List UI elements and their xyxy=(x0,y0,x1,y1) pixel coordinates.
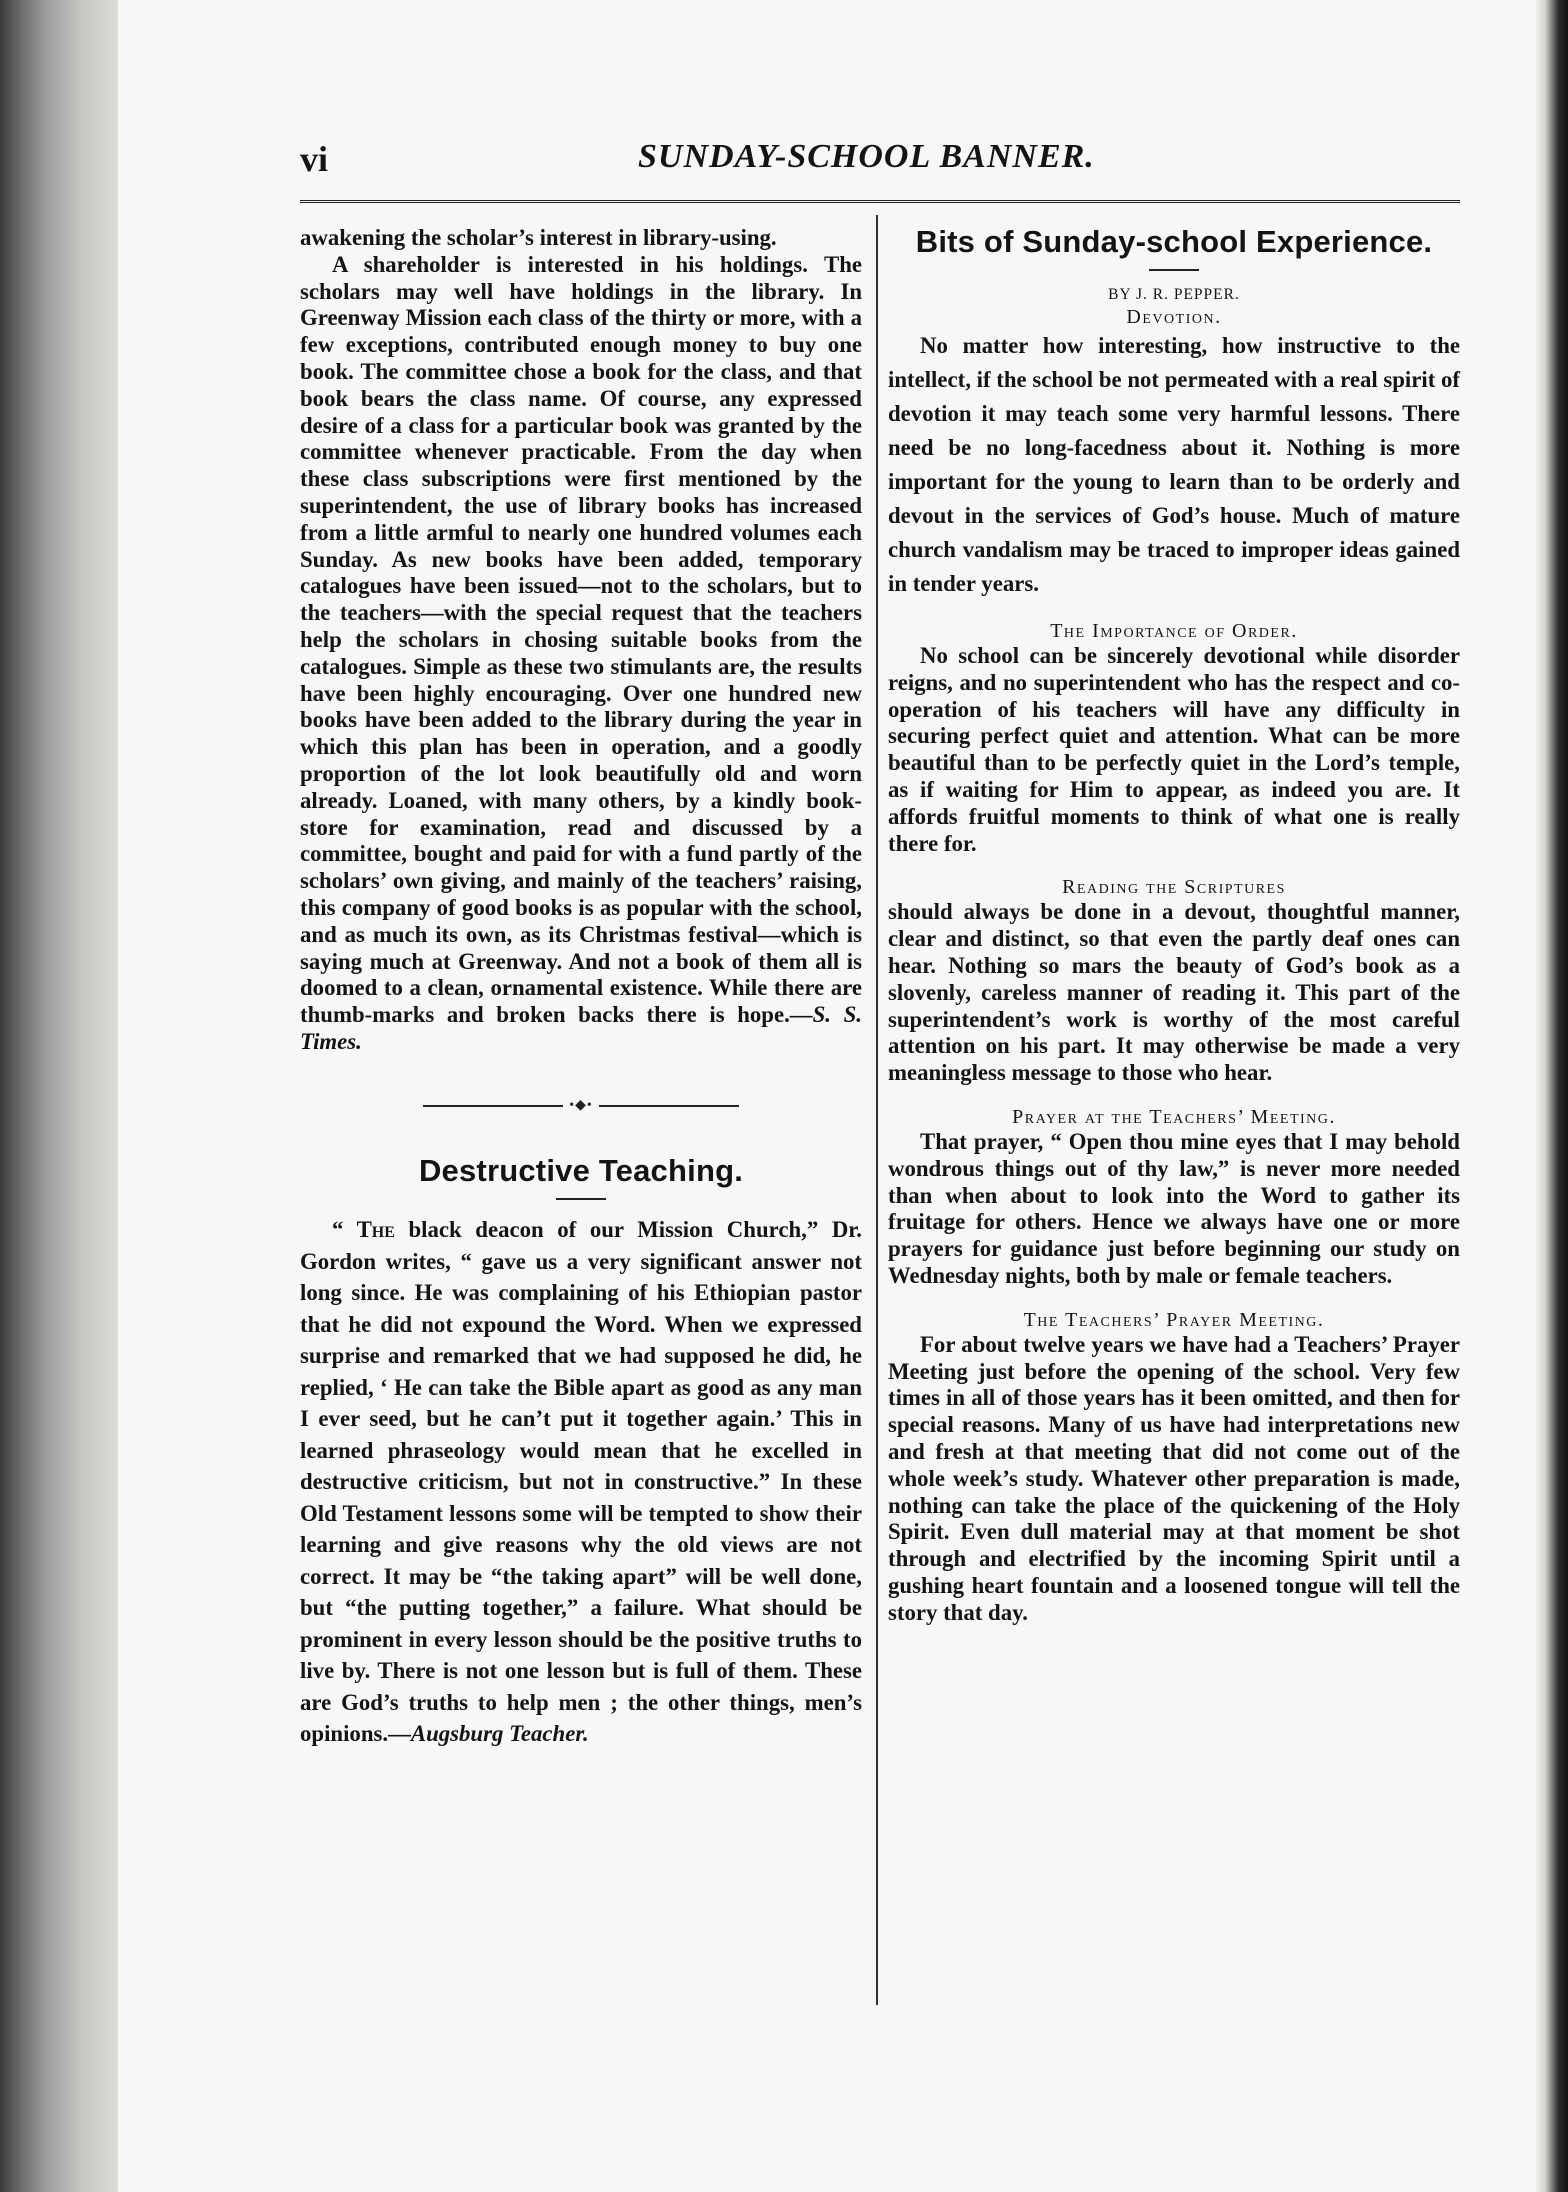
title-rule xyxy=(556,1198,606,1200)
article-title: Destructive Teaching. xyxy=(418,1153,744,1189)
ornament-rule xyxy=(423,1105,563,1107)
section-ornament xyxy=(300,1096,862,1116)
book-spine-shadow xyxy=(0,0,118,2192)
header-rule xyxy=(300,200,1460,203)
continued-paragraph: awakening the scholar’s interest in library-using. xyxy=(300,225,777,250)
byline: BY J. R. PEPPER. xyxy=(1108,286,1240,303)
paragraph-text: A shareholder is interested in his holdings. The scholars may well have holdings in the library. In Greenway Mission each class of the thirty or more, with a few exceptions, contributed enough money to buy one book. The committee chose a book for the class, and that book bears the class name. Of course, any expressed desire of a class for a particular book was granted by the committee whenever practicable. From the day when these class subscriptions were first mentioned by the superintendent, the use of library books has increased from a little armful to nearly one hundred volumes each Sunday. As new books have been added, temporary catalogues have been issued—not to the scholars, but to the teachers—with the special request that the teachers help the scholars in chosing suitable books from the catalogues. Simple as these two stimulants are, the results have been highly encouraging. Over one hundred new books have been added to the library during the year in which this plan has been in operation, and a goodly proportion of the lot look beautifully old and worn already. Loaned, with many others, by a kindly book-store for examination, read and discussed by a committee, bought and paid for with a fund partly of the scholars’ own giving, and mainly of the teachers’ raising, this company of good books is as popular with the school, and as much its own, as its Christmas festival—which is saying much at Greenway. And not a book of them all is doomed to a clean, ornamental existence. While there are thumb-marks and broken backs there is hope.— xyxy=(300,251,862,1028)
ornament-rule xyxy=(599,1105,739,1107)
section-paragraph: No matter how interesting, how instructive to the intellect, if the school be not permeated with a real spirit of devotion it may teach some very harmful lessons. There need be no long-facedness about it. Nothing is more important for the young to learn than to be orderly and devout in the services of God’s house. Much of mature church vandalism may be traced to improper ideas gained in tender years. xyxy=(888,333,1460,596)
title-rule xyxy=(1149,269,1199,271)
body-paragraph xyxy=(300,252,862,1056)
page-header xyxy=(300,138,1460,188)
section-heading: Devotion. xyxy=(1126,306,1222,328)
body-paragraph xyxy=(300,1214,862,1750)
section-heading: Prayer at the Teachers’ Meeting. xyxy=(1012,1105,1336,1128)
section-heading: The Importance of Order. xyxy=(1050,620,1298,642)
source-citation: S. S. Times. xyxy=(300,1002,862,1054)
page-number: vi xyxy=(300,139,329,179)
section-heading: Reading the Scriptures xyxy=(1062,876,1286,899)
page-right-edge xyxy=(1536,0,1568,2192)
section-heading: The Teachers’ Prayer Meeting. xyxy=(1023,1308,1325,1331)
article-title: Bits of Sunday-school Experience. xyxy=(915,224,1433,259)
section-paragraph: That prayer, “ Open thou mine eyes that I may behold wondrous things out of thy law,” is never more needed than when about to look into the Word to gather its fruitage for others. Hence we always have one or more prayers for guidance just before beginning our study on Wednesday nights, both by male or female teachers. xyxy=(888,1128,1460,1288)
section-paragraph: No school can be sincerely devotional while disorder reigns, and no superintendent who has the respect and co-operation of his teachers will have any difficulty in securing perfect quiet and attention. What can be more beautiful than to be perfectly quiet in the Lord’s temple, as if waiting for Him to appear, as indeed you are. It affords fruitful moments to think of what one is really there for. xyxy=(888,643,1460,856)
paragraph-text: black deacon of our Mission Church,” Dr. Gordon writes, “ gave us a very significant answer not long since. He was complaining of his Ethiopian pastor that he did not expound the Word. When we expressed surprise and remarked that we had supposed he did, he replied, ‘ He can take the Bible apart as good as any man I ever seed, but he can’t put it together again.’ This in learned phraseology would mean that he excelled in destructive criticism, but not in constructive.” In these Old Testament lessons some will be tempted to show their learning and give reasons why the old views are not correct. It may be “the taking apart” will be well done, but “the putting together,” a failure. What should be prominent in every lesson should be the positive truths to live by. There is not one lesson but is full of them. These are God’s truths to help men ; the other things, men’s opinions.— xyxy=(300,1217,863,1747)
ornament-mark: •◆• xyxy=(569,1098,593,1114)
right-column xyxy=(888,225,1460,1627)
section-paragraph: For about twelve years we have had a Teachers’ Prayer Meeting just before the opening of the school. Very few times in all of those years has it been omitted, and then for special reasons. Many of us have had interpretations new and fresh at that meeting that did not come out of the whole week’s study. Whatever other preparation is made, nothing can take the place of the quickening of the Holy Spirit. Even dull material may at that moment be shot through and electrified by the incoming Spirit until a gushing heart fountain and a loosened tongue will tell the story that day. xyxy=(888,1331,1460,1625)
section-paragraph: should always be done in a devout, thoughtful manner, clear and distinct, so that even the partly deaf ones can hear. Nothing so mars the beauty of God’s book as a slovenly, careless manner of reading it. This part of the superintendent’s work is worthy of the most careful attention on his part. It may otherwise be made a very meaningless message to those who hear. xyxy=(888,899,1460,1086)
lead-words: “ The xyxy=(332,1217,395,1243)
left-column xyxy=(300,225,862,1750)
source-citation: Augsburg Teacher. xyxy=(410,1721,589,1747)
running-title: SUNDAY-SCHOOL BANNER. xyxy=(638,138,1095,175)
column-divider xyxy=(876,215,878,2005)
